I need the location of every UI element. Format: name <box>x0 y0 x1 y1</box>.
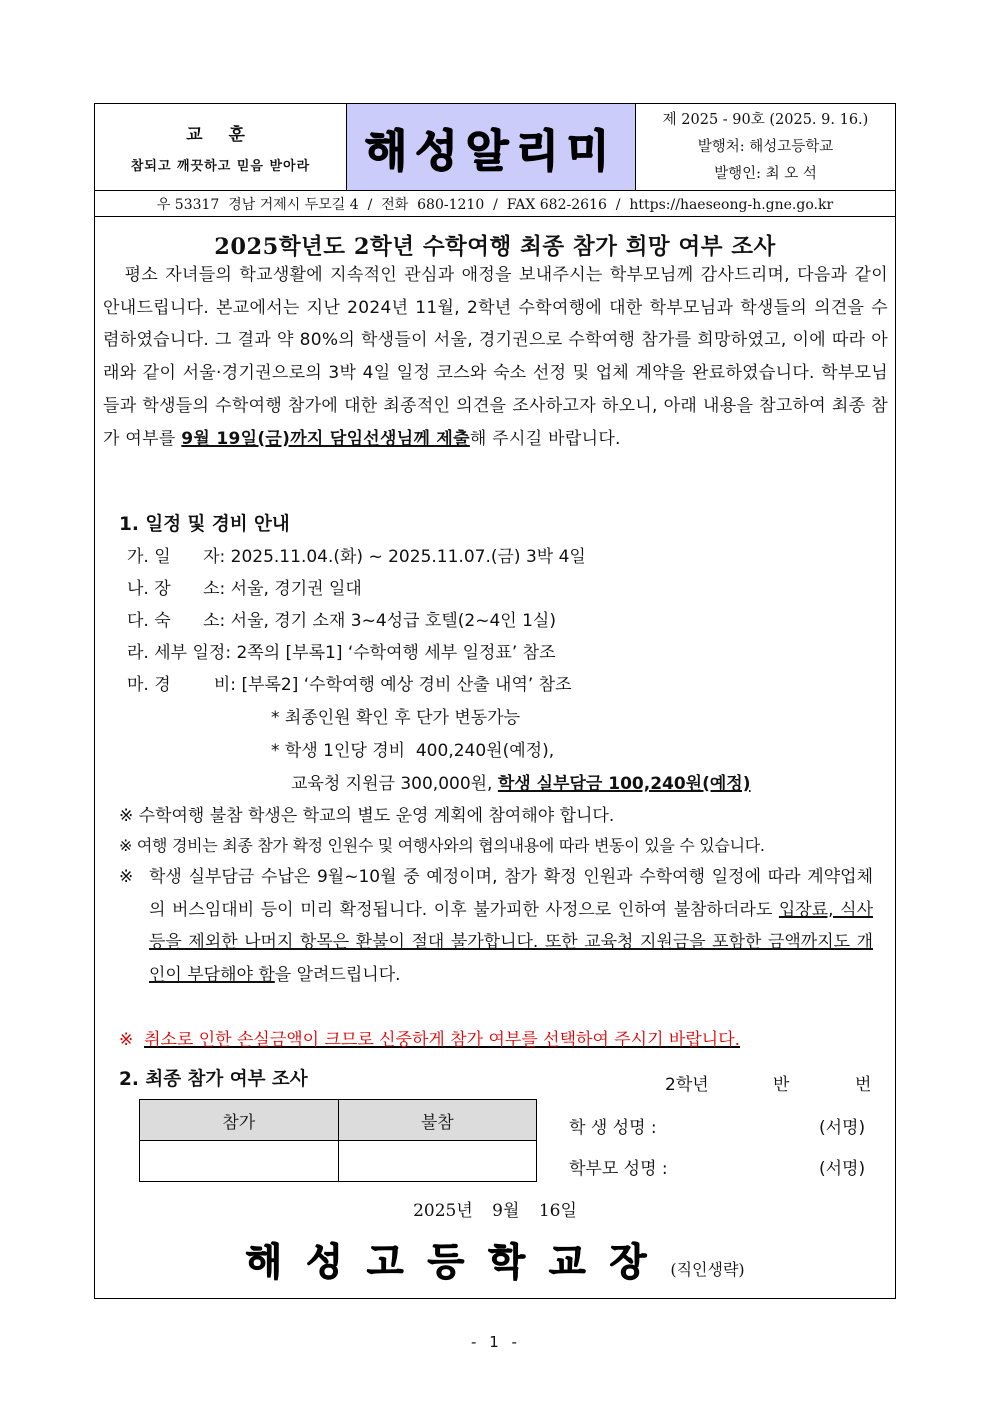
newsletter-title-box <box>347 104 636 190</box>
cost-note-3 <box>291 769 750 794</box>
document-body <box>95 217 895 1179</box>
item-value: 2쪽의 [부록1] ‘수학여행 세부 일정표’ 참조 <box>236 643 556 663</box>
intro-text: 평소 자녀들의 학교생활에 지속적인 관심과 애정을 보내주시는 학부모님께 감사드리며, 다음과 같이 안내드립니다. 본교에서는 지난 2024년 11월, 2학년 수학여행에 대한 학부모님과 학생들의 의견을 수렴하였습니다. 그 결과 약 80%의 학생들이 서울, 경기권으로 수학여행 참가를 희망하였고, 이에 따라 아래와 같이 서울·경기권으로의 3박 4일 일정 코스와 숙소 선정 및 업체 계약을 완료하였습니다. 학부모님들과 학생들의 수학여행 참가에 대한 최종적인 의견을 조사하고자 하오니, 아래 내용을 참고하여 최종 참가 여부를 <box>103 265 888 449</box>
notice-absent-students: ※ 수학여행 불참 학생은 학교의 별도 운영 계획에 참여해야 합니다. <box>119 806 615 826</box>
refund-text-part1: 학생 실부담금 수납은 9월~10월 중 예정이며, 참가 확정 인원과 수학여행 일정에 따라 계약업체의 버스임대비 등이 미리 확정됩니다. 이후 불가피한 사정으로 인하여 불참하더라도 <box>149 867 873 920</box>
parent-signature-label: 학부모 성명 : <box>569 1159 668 1179</box>
student-signature-label: 학 생 성명 : <box>569 1118 657 1138</box>
issue-number: 제 2025 - 90호 (2025. 9. 16.) <box>662 111 869 128</box>
motto-title: 교 훈 <box>186 125 255 145</box>
address-bar: 우 53317 경남 거제시 두모길 4 / 전화 680-1210 / FAX 682-2616 / https://haeseong-h.gne.go.kr <box>95 191 895 217</box>
schedule-item-lodging <box>127 606 556 631</box>
schedule-item-detail <box>127 638 556 663</box>
intro-closing: 해 주시길 바랍니다. <box>469 428 621 449</box>
refund-text <box>119 861 873 992</box>
principal-signature <box>95 1231 895 1286</box>
attend-checkbox-cell[interactable] <box>140 1141 339 1182</box>
newsletter-header <box>95 104 895 191</box>
grade-field[interactable]: 2학년 <box>665 1075 709 1095</box>
item-label: 나. 장 소: <box>127 579 226 599</box>
cost-note-1: * 최종인원 확인 후 단가 변동가능 <box>271 708 521 728</box>
item-value: [부록2] ‘수학여행 예상 경비 산출 내역’ 참조 <box>241 675 572 695</box>
table-row <box>140 1141 537 1182</box>
refund-text-part2: 을 알려드립니다. <box>274 965 401 986</box>
refund-emphasis: 입장료, 식사 등을 제외한 나머지 항목은 환불이 절대 불가합니다. 또한 교육청 지원금을 포함한 금액까지도 개인이 부담해야 함 <box>149 899 873 986</box>
schedule-item-place <box>127 574 362 599</box>
notice-cost-change: ※ 여행 경비는 최종 참가 확정 인원수 및 여행사와의 협의내용에 따라 변동이 있을 수 있습니다. <box>119 836 765 855</box>
subsidy-text: 교육청 지원금 300,000원, <box>291 774 498 794</box>
page-number: - 1 - <box>471 1333 521 1351</box>
item-label: 마. 경 비: <box>127 675 237 695</box>
section-1-heading: 1. 일정 및 경비 안내 <box>119 514 290 535</box>
schedule-item-cost <box>127 670 572 695</box>
schedule-item-date <box>127 542 586 567</box>
table-header-row <box>140 1100 537 1141</box>
principal-name: 해성고등학교장 <box>245 1239 671 1284</box>
item-value: 서울, 경기권 일대 <box>230 579 362 599</box>
school-motto <box>95 104 347 190</box>
notice-mark: ※ <box>119 867 134 887</box>
submission-deadline: 9월 19일(금)까지 담임선생님께 제출 <box>181 428 470 449</box>
seal-omitted-note: (직인생략) <box>670 1260 745 1279</box>
item-label: 가. 일 자: <box>127 547 226 567</box>
item-label: 라. 세부 일정: <box>127 643 232 663</box>
header-attend: 참가 <box>140 1100 339 1141</box>
newsletter-title: 해성알리미 <box>364 126 618 177</box>
header-absent: 불참 <box>338 1100 537 1141</box>
document-title: 2025학년도 2학년 수학여행 최종 참가 희망 여부 조사 <box>214 234 776 260</box>
cancellation-warning <box>119 1025 740 1050</box>
item-value: 2025.11.04.(화) ~ 2025.11.07.(금) 3박 4일 <box>230 547 586 567</box>
intro-paragraph <box>103 259 888 455</box>
number-field[interactable]: 번 <box>855 1075 872 1095</box>
issue-info <box>636 104 895 190</box>
parent-signature-field[interactable]: (서명) <box>819 1159 866 1179</box>
publisher: 발행처: 해성고등학교 <box>697 138 834 155</box>
item-label: 다. 숙 소: <box>127 611 226 631</box>
participation-table <box>139 1099 537 1182</box>
warning-mark: ※ <box>119 1030 134 1050</box>
section-2-heading: 2. 최종 참가 여부 조사 <box>119 1069 308 1090</box>
class-field[interactable]: 반 <box>773 1075 790 1095</box>
item-value: 서울, 경기 소재 3~4성급 호텔(2~4인 1실) <box>230 611 556 631</box>
issuer: 발행인: 최 오 석 <box>714 165 817 182</box>
document-page <box>94 103 896 1299</box>
notice-refund-policy <box>119 861 873 992</box>
issue-date: 2025년 9월 16일 <box>413 1201 577 1221</box>
absent-checkbox-cell[interactable] <box>338 1141 537 1182</box>
warning-text: 취소로 인한 손실금액이 크므로 신중하게 참가 여부를 선택하여 주시기 바랍니다. <box>144 1030 741 1050</box>
cost-note-2: * 학생 1인당 경비 400,240원(예정), <box>271 741 555 761</box>
motto-text: 참되고 깨끗하고 믿음 받아라 <box>130 159 311 174</box>
student-signature-field[interactable]: (서명) <box>819 1118 866 1138</box>
student-cost: 학생 실부담금 100,240원(예정) <box>497 774 751 794</box>
